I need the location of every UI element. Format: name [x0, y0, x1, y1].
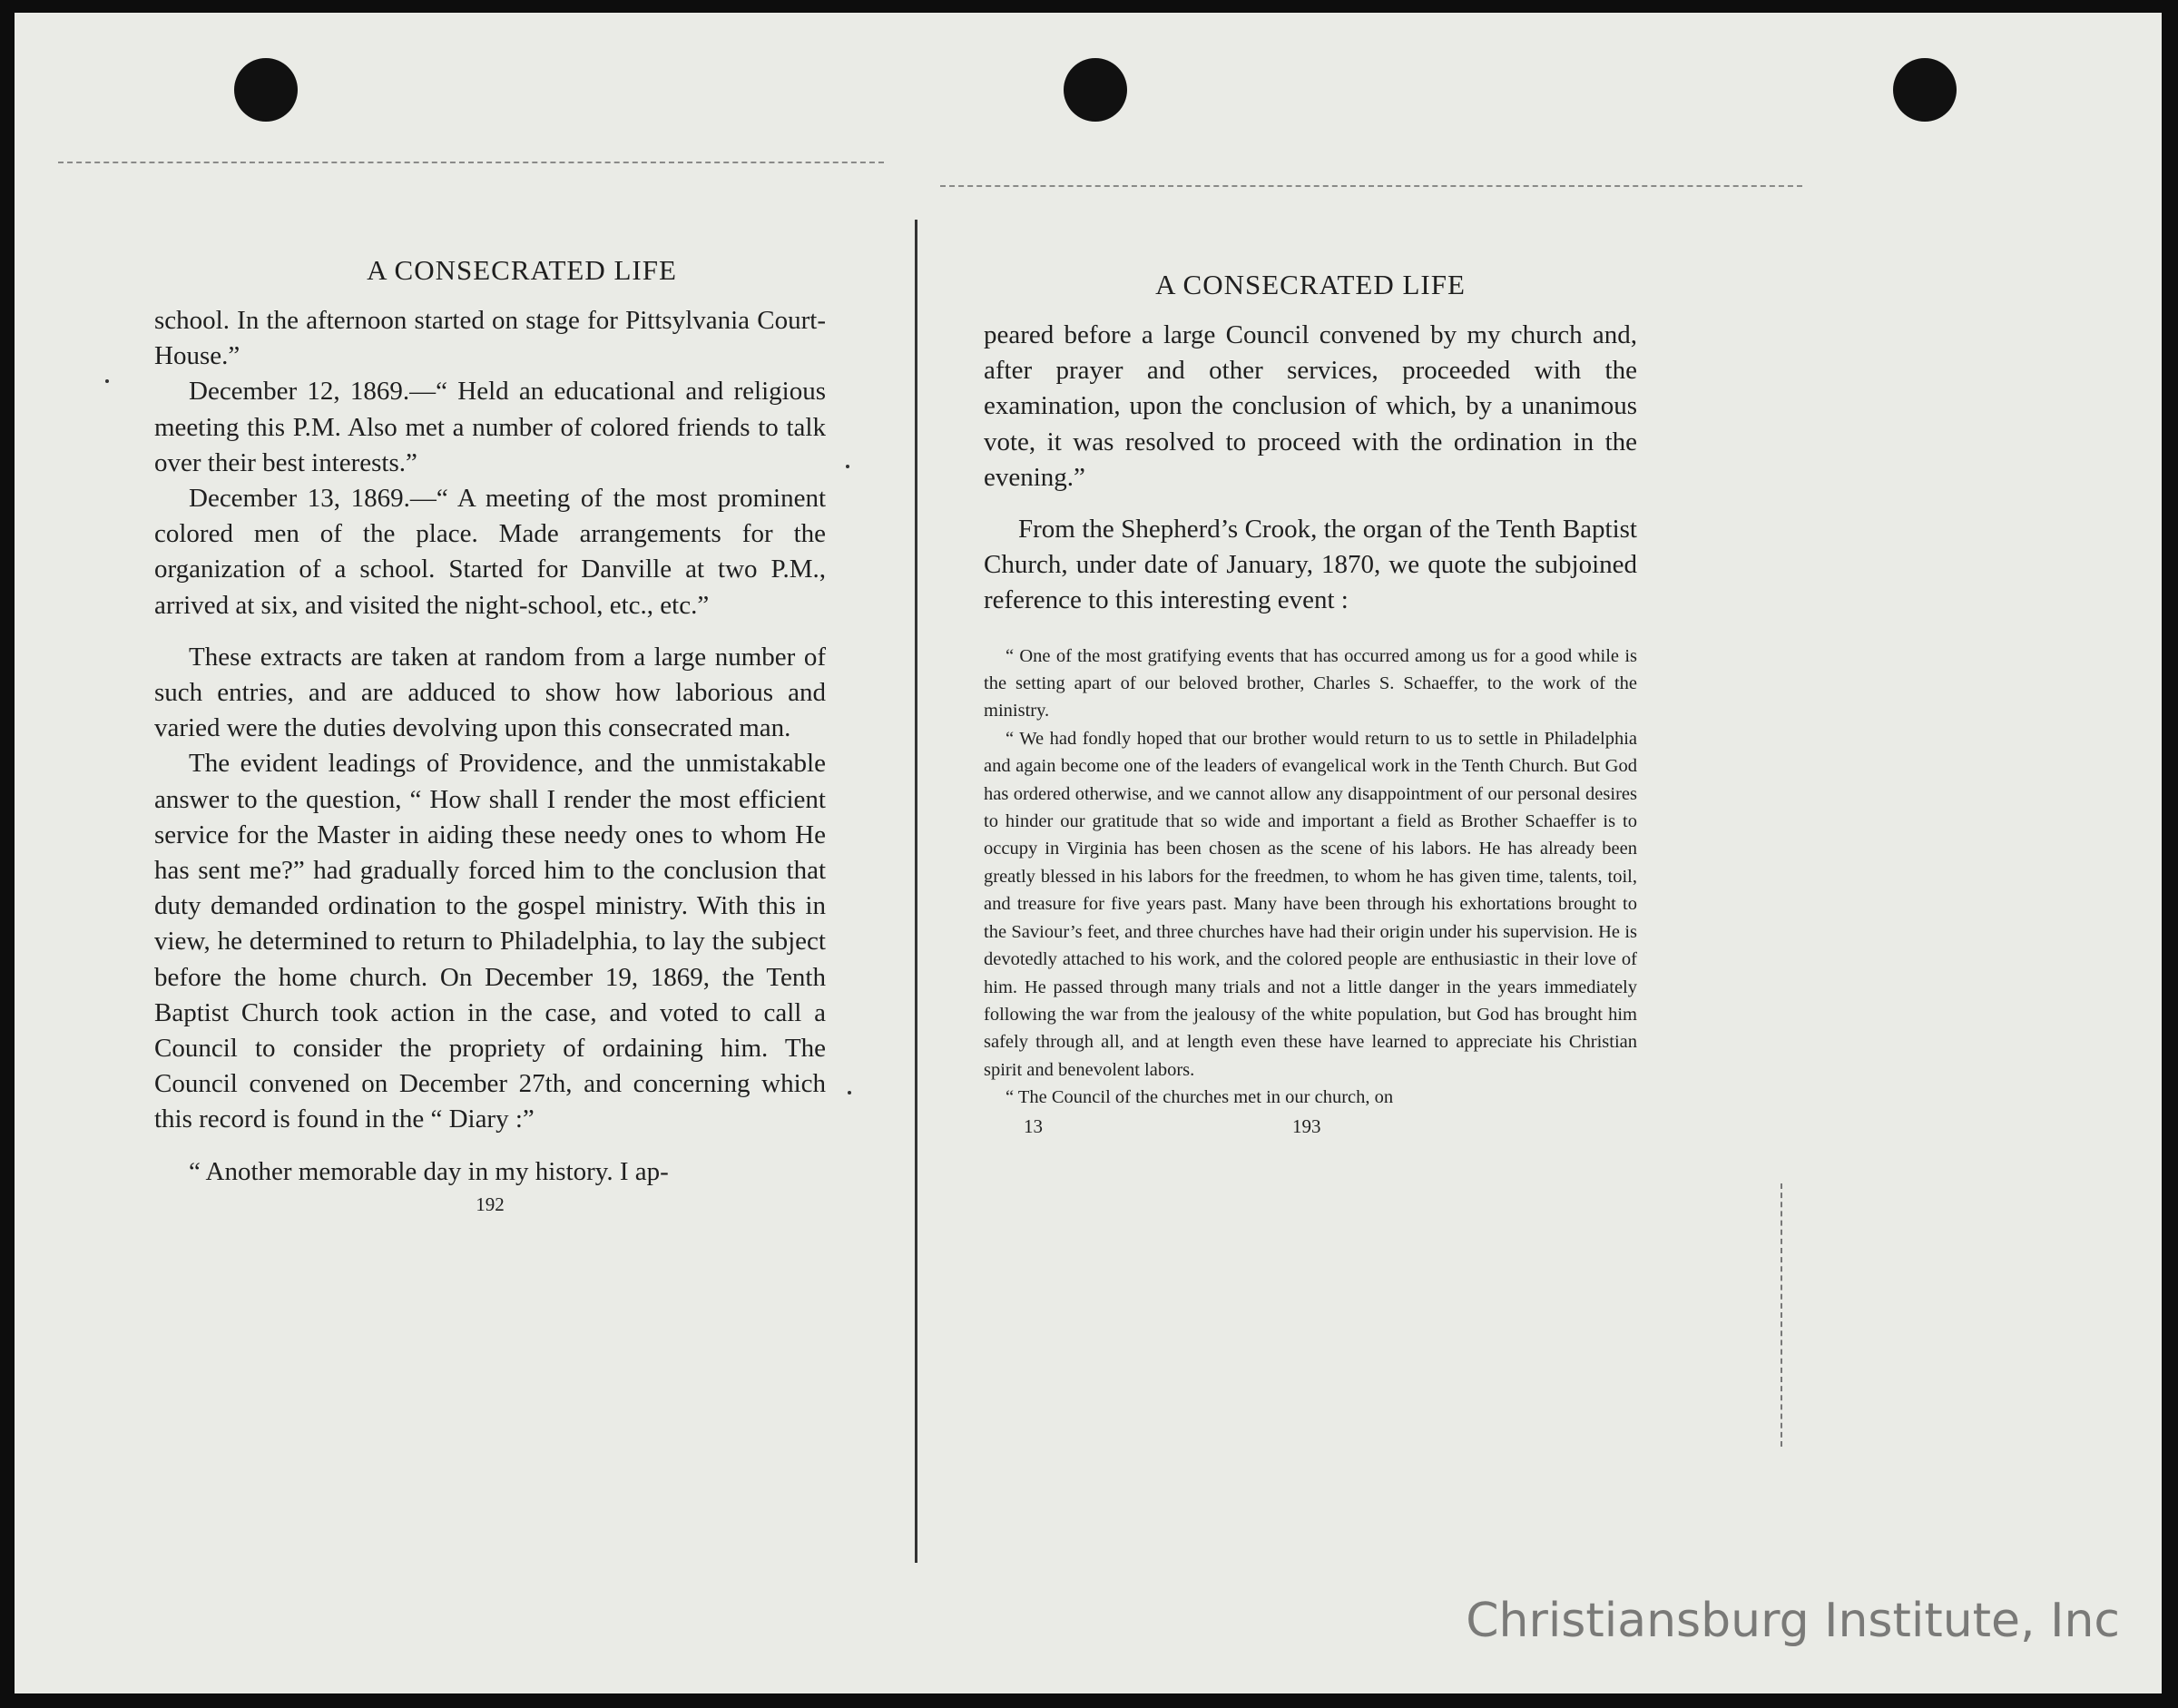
paragraph: The evident leadings of Providence, and the unmistakable answer to the question, “ How shall I render the most efficient service for the Master in aiding these needy ones to whom He has sent me?” had gradually forced him to the conclusion that duty demanded ordination to the gospel ministry. With this in view, he determined to return to Philadelphia, to lay the subject before the home church. On December 19, 1869, the Tenth Baptist Church took action in the case, and voted to call a Council to consider the propriety of ordaining him. The Council convened on December 27th, and concerning which this record is found in the “ Diary :”	[154, 749, 826, 1134]
quote-paragraph: “ We had fondly hoped that our brother would return to us to settle in Philadelphia and again become one of the leaders of evangelical work in the Tenth Church. But God has ordered otherwise, and we cannot allow any disappointment of our personal desires to hinder our gratitude that so wide and important a field as Brother Schaeffer is to occupy in Virginia has been chosen as the scene of his labors. He has already been greatly blessed in his labors for the freedmen, to whom he has given time, talents, toil, and treasure for five years past. Many have been through his exhortations brought to the Saviour’s feet, and three churches have had their origin under his supervision. He is devotedly attached to his work, and the colored people are enthusiastic in their love of him. He passed through many trials and not a little danger in the years immediately following the war from the jealousy of the white population, but God has brought him safely through all, and at length even these have learned to appreciate his Christian spirit and benevolent labors.	[984, 728, 1637, 1080]
top-rule-left	[58, 162, 884, 163]
signature-mark: 13	[1024, 1114, 1043, 1137]
paragraph: December 13, 1869.—“ A meeting of the most prominent colored men of the place. Made arrangements for the organization of a school. Started for Danville at two P.M., arrived at six, and visited the night-school, etc., etc.”	[154, 484, 826, 620]
punch-hole-right	[1893, 58, 1957, 122]
quote-paragraph: “ The Council of the churches met in our church, on	[1006, 1087, 1394, 1108]
top-rule-right	[940, 185, 1802, 187]
right-edge-dashes	[1781, 1183, 1782, 1447]
running-head: A CONSECRATED LIFE	[367, 254, 677, 286]
paragraph: December 12, 1869.—“ Held an educational and religious meeting this P.M. Also met a number of colored friends to talk over their best interests.”	[154, 377, 826, 477]
punch-hole-center	[1064, 58, 1127, 122]
paragraph: “ Another memorable day in my history. I ap-	[189, 1156, 669, 1186]
left-page	[154, 254, 826, 1216]
stray-mark	[846, 465, 849, 468]
paragraph: school. In the afternoon started on stage for Pittsylvania Court-House.”	[154, 306, 826, 371]
quote-paragraph: “ One of the most gratifying events that has occurred among us for a good while is the setting apart of our beloved brother, Charles S. Schaeffer, to the work of the ministry.	[984, 645, 1637, 721]
paragraph: From the Shepherd’s Crook, the organ of the Tenth Baptist Church, under date of January, 1870, we quote the subjoined reference to this interesting event :	[984, 515, 1637, 615]
block-quote	[984, 643, 1637, 1112]
paragraph: These extracts are taken at random from a large number of such entries, and are adduced to show how laborious and varied were the duties devolving upon this consecrated man.	[154, 642, 826, 743]
page-footer	[984, 1115, 1637, 1141]
page-gutter-line	[915, 220, 917, 1563]
punch-hole-left	[234, 58, 298, 122]
stray-mark	[848, 1091, 851, 1094]
page-number: 192	[476, 1193, 505, 1215]
right-page	[984, 269, 1637, 1141]
page-number: 193	[1292, 1114, 1321, 1137]
paragraph: peared before a large Council convened by my church and, after prayer and other services, proceeded with the examination, upon the conclusion of which, by a unanimous vote, it was resolved to proceed with the ordination in the evening.”	[984, 320, 1637, 492]
watermark-text: Christiansburg Institute, Inc	[1466, 1594, 2120, 1648]
running-head: A CONSECRATED LIFE	[1155, 269, 1466, 300]
stray-mark	[105, 379, 109, 383]
